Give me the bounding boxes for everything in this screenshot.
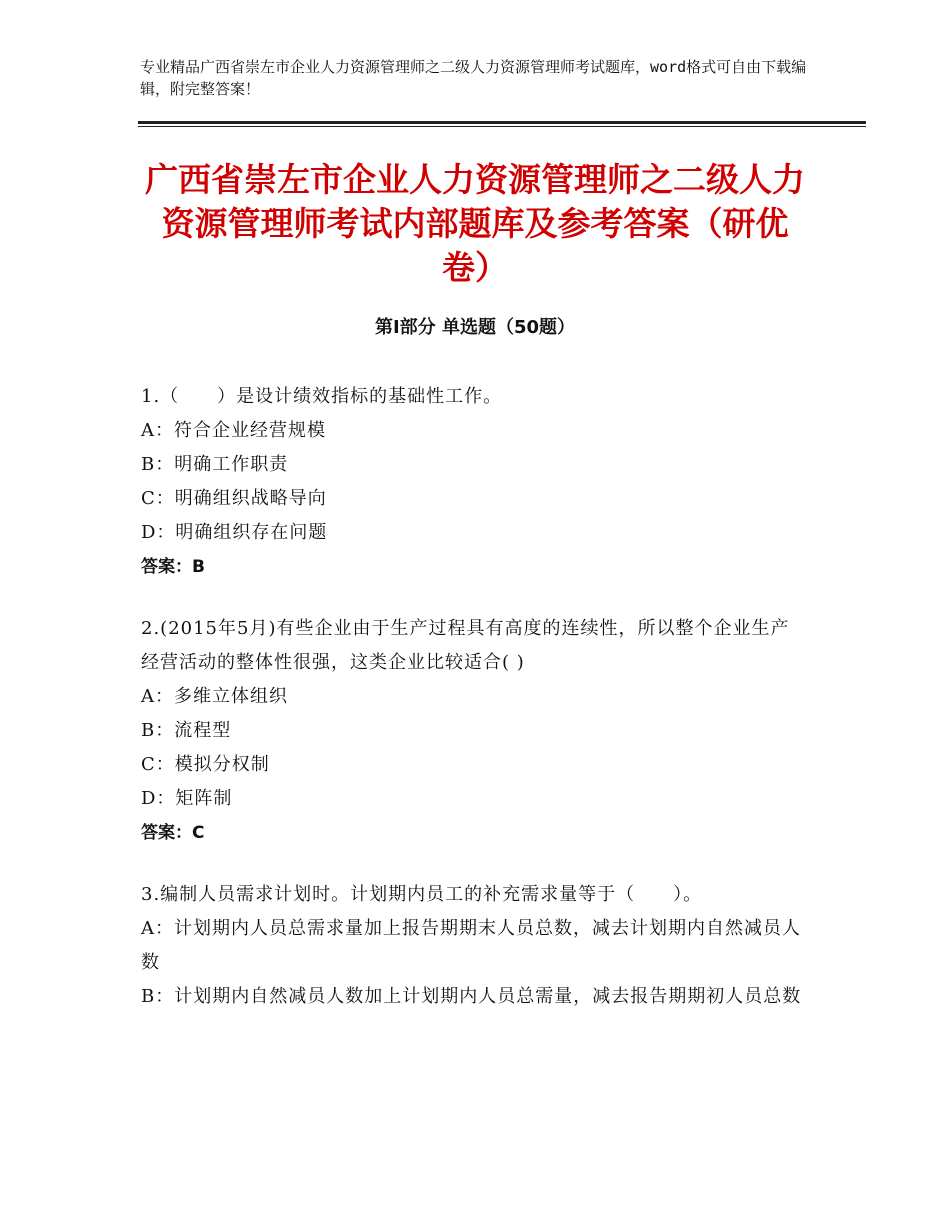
header-rule-thin: [138, 126, 866, 127]
option-c: C：明确组织战略导向: [141, 488, 327, 509]
option-b: B：流程型: [141, 720, 232, 741]
question-stem: 2.(2015年5月)有些企业由于生产过程具有高度的连续性，所以整个企业生产经营活动的整体性很强，这类企业比较适合( ): [141, 618, 790, 673]
option-a: A：符合企业经营规模: [141, 420, 326, 441]
option-d: D：明确组织存在问题: [141, 522, 328, 543]
question-2: [141, 612, 806, 850]
question-list: [141, 380, 806, 1042]
section-title: 第Ⅰ部分 单选题（50题）: [374, 317, 575, 338]
question-1: [141, 380, 806, 584]
question-stem: 1.（ ）是设计绩效指标的基础性工作。: [141, 386, 503, 407]
answer-line: 答案：C: [141, 823, 205, 843]
question-stem: 3.编制人员需求计划时。计划期内员工的补充需求量等于（ ）。: [141, 884, 703, 905]
option-b: B：明确工作职责: [141, 454, 289, 475]
option-c: C：模拟分权制: [141, 754, 270, 775]
option-a: A：计划期内人员总需求量加上报告期期末人员总数，减去计划期内自然减员人数: [141, 918, 801, 973]
option-a: A：多维立体组织: [141, 686, 288, 707]
header-note: 专业精品广西省崇左市企业人力资源管理师之二级人力资源管理师考试题库，word格式可自由下载编辑，附完整答案！: [140, 58, 807, 98]
option-b: B：计划期内自然减员人数加上计划期内人员总需量，减去报告期期初人员总数: [141, 986, 802, 1007]
question-3: [141, 878, 806, 1014]
document-title: 广西省崇左市企业人力资源管理师之二级人力资源管理师考试内部题库及参考答案（研优卷）: [145, 160, 805, 287]
answer-line: 答案：B: [141, 557, 205, 577]
option-d: D：矩阵制: [141, 788, 233, 809]
header-rule-thick: [138, 121, 866, 124]
